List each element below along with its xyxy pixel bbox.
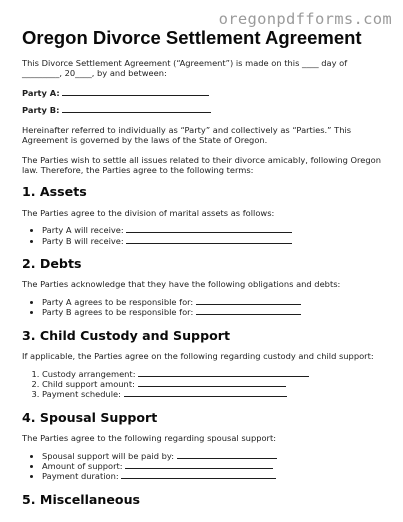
list-item-label: Payment schedule: (42, 389, 121, 400)
party-b-label: Party B: (22, 104, 60, 115)
fill-blank[interactable] (177, 451, 277, 459)
site-watermark: oregonpdfforms.com (218, 10, 392, 28)
fill-blank[interactable] (121, 471, 276, 479)
spousal-intro: The Parties agree to the following regarding spousal support: (22, 433, 277, 444)
party-b-blank[interactable] (62, 105, 211, 113)
list-item (42, 307, 384, 317)
list-item (42, 225, 384, 235)
party-a-line (22, 88, 384, 98)
fill-blank[interactable] (124, 389, 287, 397)
fill-blank[interactable] (138, 379, 286, 387)
intro-paragraph: This Divorce Settlement Agreement (“Agreement”) is made on this ____ day of _________, 20____, by and between: (22, 58, 348, 79)
debts-intro: The Parties acknowledge that they have the following obligations and debts: (22, 279, 341, 290)
fill-blank[interactable] (125, 461, 273, 469)
list-item-label: Child support amount: (42, 378, 135, 389)
spousal-list (22, 451, 384, 482)
section-heading-debts: 2. Debts (22, 255, 82, 271)
list-item (42, 471, 384, 481)
party-a-label: Party A: (22, 87, 60, 98)
fill-blank[interactable] (138, 369, 309, 377)
list-item (42, 297, 384, 307)
list-item-label: Spousal support will be paid by: (42, 450, 174, 461)
terms-paragraph: The Parties wish to settle all issues related to their divorce amicably, following Oregon law. Therefore, the Parties agree to the following terms: (22, 155, 381, 176)
section-heading-assets: 1. Assets (22, 184, 87, 200)
custody-intro: If applicable, the Parties agree on the following regarding custody and child support: (22, 351, 374, 362)
list-item-label: Party A will receive: (42, 225, 124, 236)
fill-blank[interactable] (126, 236, 292, 244)
list-item (42, 379, 384, 389)
list-item-label: Payment duration: (42, 471, 119, 482)
list-item (42, 236, 384, 246)
document-page (22, 27, 384, 507)
list-item (42, 461, 384, 471)
section-heading-miscellaneous: 5. Miscellaneous (22, 492, 141, 508)
debts-list (22, 297, 384, 318)
list-item (42, 451, 384, 461)
hereinafter-paragraph: Hereinafter referred to individually as “Party” and collectively as “Parties.” This Agreement is governed by the laws of the State of Oregon. (22, 124, 352, 146)
list-item (42, 369, 384, 379)
party-a-blank[interactable] (62, 88, 209, 96)
fill-blank[interactable] (196, 297, 301, 305)
list-item-label: Party A agrees to be responsible for: (42, 296, 194, 307)
list-item-label: Amount of support: (42, 461, 123, 472)
list-item-label: Party B agrees to be responsible for: (42, 307, 194, 318)
section-heading-spousal: 4. Spousal Support (22, 409, 158, 425)
assets-list (22, 225, 384, 246)
list-item-label: Custody arrangement: (42, 368, 136, 379)
document-title: Oregon Divorce Settlement Agreement (22, 27, 362, 48)
assets-intro: The Parties agree to the division of marital assets as follows: (22, 207, 275, 218)
list-item (42, 389, 384, 399)
party-b-line (22, 105, 384, 115)
custody-list (22, 369, 384, 400)
list-item-label: Party B will receive: (42, 235, 124, 246)
section-heading-custody: 3. Child Custody and Support (22, 327, 230, 343)
fill-blank[interactable] (196, 307, 301, 315)
fill-blank[interactable] (126, 225, 292, 233)
